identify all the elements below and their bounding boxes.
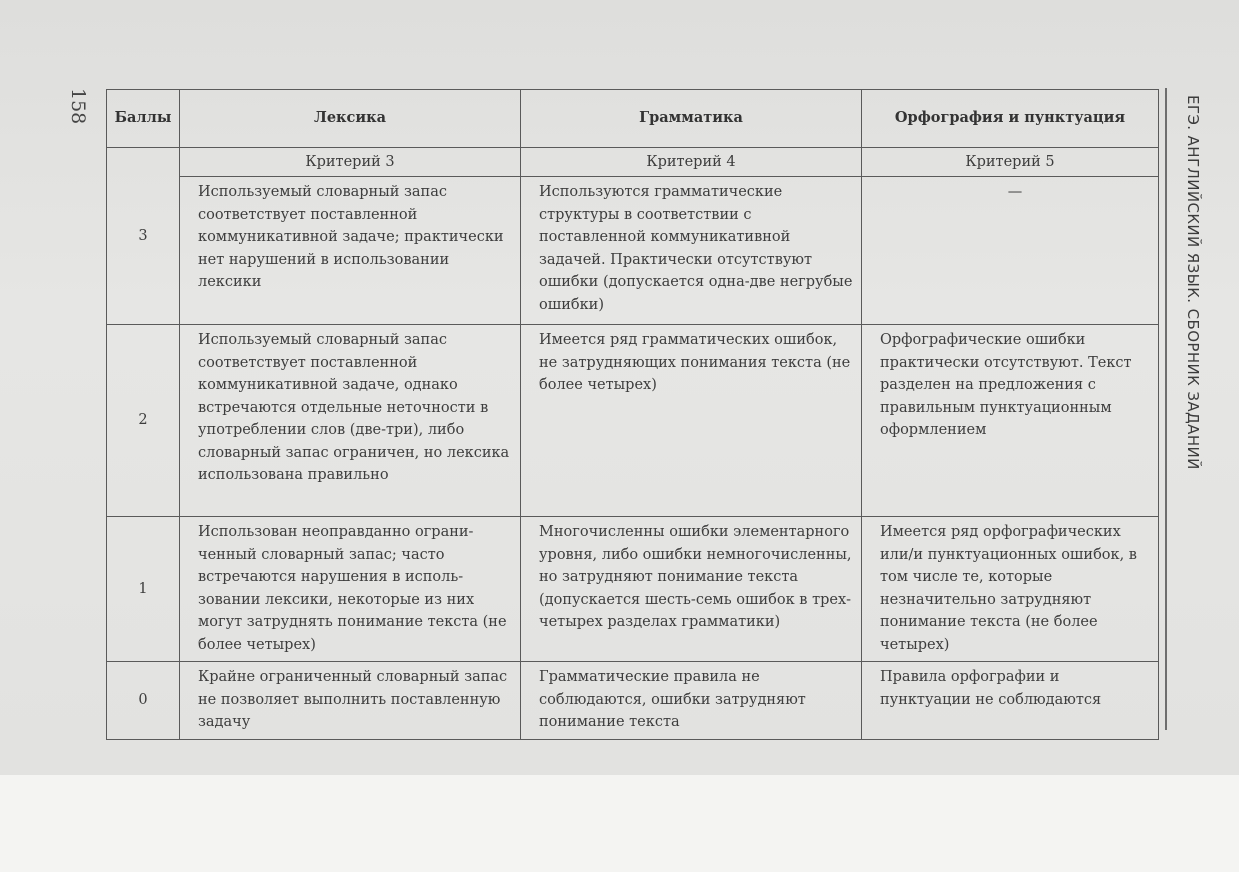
bottom-paper-margin <box>0 775 1239 872</box>
table-row <box>107 177 1159 325</box>
running-head-title: ЕГЭ. АНГЛИЙСКИЙ ЯЗЫК. СБОРНИК ЗАДАНИЙ <box>1184 95 1202 470</box>
grammar-cell-0: Грамматические правила не соблюдаются, ошибки затрудняют понимание текста <box>521 662 862 740</box>
spelling-cell-3: — <box>862 177 1159 325</box>
vocab-cell-3: Используемый словарный запас соответствует поставленной коммуникативной задаче; практически нет нарушений в использовании лексики <box>180 177 521 325</box>
table-row <box>107 517 1159 662</box>
vocab-cell-0: Крайне ограниченный словарный запас не позволяет выполнить поставленную задачу <box>180 662 521 740</box>
page-number: 158 <box>67 88 89 125</box>
criteria-row <box>107 148 1159 177</box>
grading-criteria-table <box>106 89 1159 740</box>
header-grammar: Грамматика <box>521 90 862 148</box>
vocab-cell-1: Использован неоправданно ограниченный словарный запас; часто встречаются нарушения в использовании лексики, некоторые из них могут затруднять понимание текста (не более четырех) <box>180 517 521 662</box>
table-row <box>107 662 1159 740</box>
table-row <box>107 325 1159 517</box>
vocab-cell-2: Используемый словарный запас соответствует поставленной коммуникативной задаче, однако встречаются отдельные неточности в употреблении слов (две-три), либо словарный запас ограничен, но лексика использована правильно <box>180 325 521 517</box>
spelling-cell-2: Орфографические ошибки практически отсутствуют. Текст разделен на предложения с правильным пунктуационным оформлением <box>862 325 1159 517</box>
spelling-cell-0: Правила орфографии и пунктуации не соблюдаются <box>862 662 1159 740</box>
criterion-spelling: Критерий 5 <box>862 148 1159 177</box>
header-vocab: Лексика <box>180 90 521 148</box>
grammar-cell-2: Имеется ряд грамматических ошибок, не затрудняющих понимания текста (не более четырех) <box>521 325 862 517</box>
score-cell-1: 1 <box>107 517 180 662</box>
header-row <box>107 90 1159 148</box>
score-cell-0: 0 <box>107 662 180 740</box>
spelling-cell-1: Имеется ряд орфографических или/и пунктуационных ошибок, в том числе те, которые незначительно затрудняют понимание текста (не более четырех) <box>862 517 1159 662</box>
side-divider <box>1165 88 1167 730</box>
criterion-vocab: Критерий 3 <box>180 148 521 177</box>
score-cell-3: 3 <box>107 148 180 325</box>
grammar-cell-3: Используются грамматические структуры в соответствии с поставленной коммуникативной задачей. Практически отсутствуют ошибки (допускается одна-две негрубые ошибки) <box>521 177 862 325</box>
score-cell-2: 2 <box>107 325 180 517</box>
grammar-cell-1: Многочисленны ошибки элементарного уровня, либо ошибки немногочисленны, но затрудняют понимание текста (допускается шесть-семь ошибок в трех-четырех разделах грамматики) <box>521 517 862 662</box>
criterion-grammar: Критерий 4 <box>521 148 862 177</box>
header-score: Баллы <box>107 90 180 148</box>
header-spelling: Орфография и пунктуация <box>862 90 1159 148</box>
